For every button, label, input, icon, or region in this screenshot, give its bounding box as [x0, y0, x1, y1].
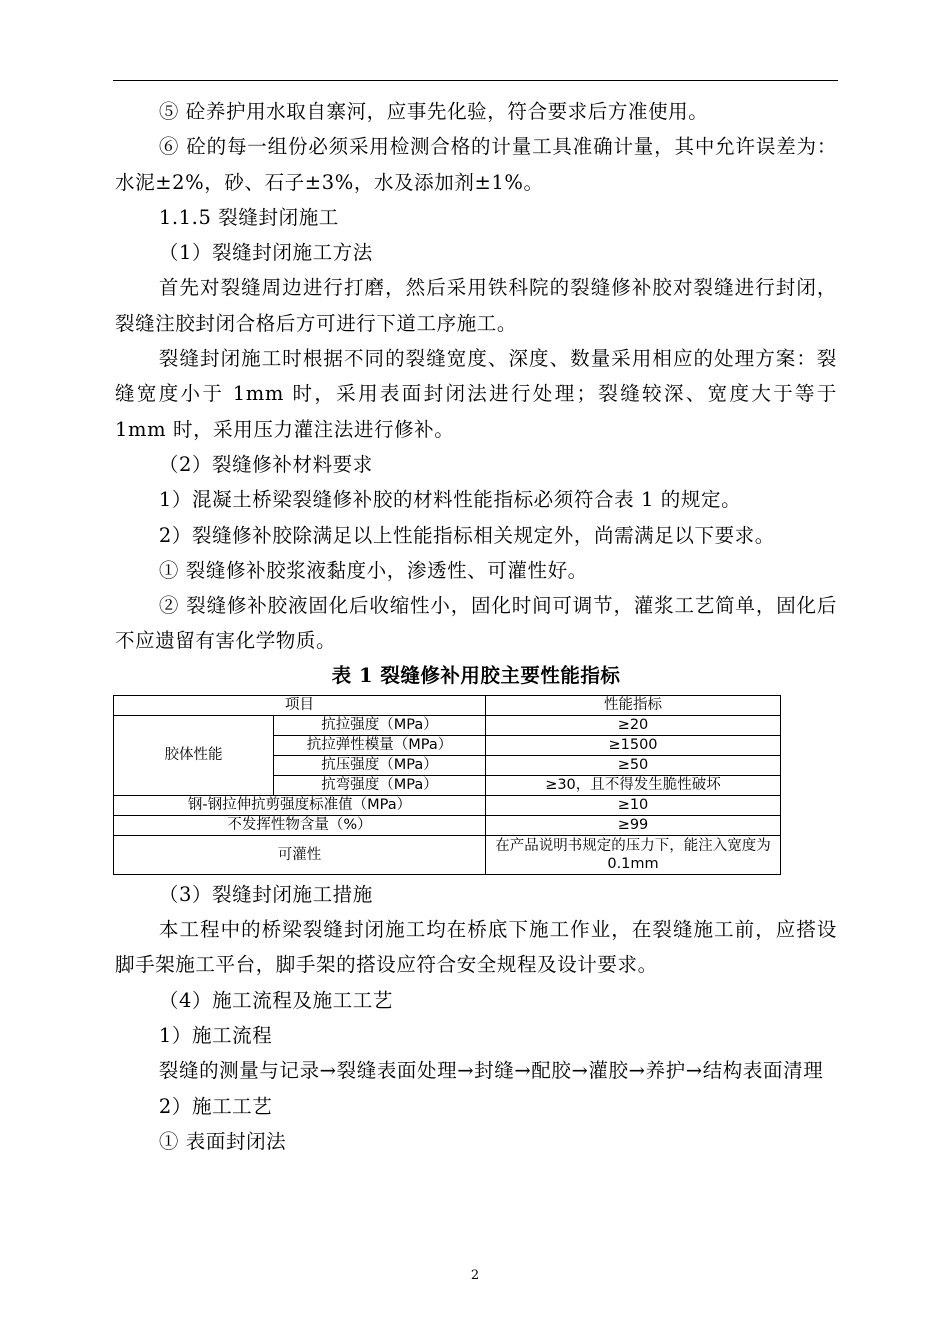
table-row [114, 815, 781, 835]
paragraph-extra-requirements: 2）裂缝修补胶除满足以上性能指标相关规定外，尚需满足以下要求。 [158, 523, 775, 547]
page-number: 2 [470, 1268, 480, 1283]
group-label: 胶体性能 [114, 715, 274, 795]
row-value: ≥99 [486, 815, 781, 835]
paragraph-metering: ⑥ 砼的每一组份必须采用检测合格的计量工具准确计量，其中允许误差为：水泥±2%，砂、石子±3%，水及添加剂±1%。 [115, 135, 837, 194]
row-item: 抗拉弹性模量（MPa） [274, 735, 486, 755]
row-value: 在产品说明书规定的压力下，能注入宽度为 0.1mm [486, 835, 781, 874]
paragraph-viscosity: ① 裂缝修补胶浆液黏度小，渗透性、可灌性好。 [158, 558, 588, 582]
paragraph-shrinkage: ② 裂缝修补胶液固化后收缩性小，固化时间可调节，灌浆工艺简单，固化后不应遗留有害化学物质。 [115, 594, 837, 653]
table-row [114, 835, 781, 874]
subheading-surface-sealing: ① 表面封闭法 [158, 1129, 287, 1153]
section-heading-crack-sealing: 1.1.5 裂缝封闭施工 [158, 205, 339, 229]
subheading-process: （4）施工流程及施工工艺 [158, 988, 393, 1012]
subheading-technique: 2）施工工艺 [158, 1094, 273, 1118]
row-value: ≥20 [486, 715, 781, 735]
paragraph-curing-water: ⑤ 砼养护用水取自寨河，应事先化验，符合要求后方准使用。 [158, 100, 709, 123]
row-item: 可灌性 [114, 835, 486, 874]
subheading-materials: （2）裂缝修补材料要求 [158, 452, 373, 476]
paragraph-scaffolding: 本工程中的桥梁裂缝封闭施工均在桥底下施工作业，在裂缝施工前，应搭设脚手架施工平台，脚手架的搭设应符合安全规程及设计要求。 [115, 918, 837, 977]
row-item: 不发挥性物含量（%） [114, 815, 486, 835]
row-value: ≥30，且不得发生脆性破坏 [486, 775, 781, 795]
row-item: 抗拉强度（MPa） [274, 715, 486, 735]
paragraph-treatment-plan: 裂缝封闭施工时根据不同的裂缝宽度、深度、数量采用相应的处理方案：裂缝宽度小于 1mm 时，采用表面封闭法进行处理；裂缝较深、宽度大于等于 1mm 时，采用压力灌注法进行修补。 [115, 347, 837, 441]
paragraph-method: 首先对裂缝周边进行打磨，然后采用铁科院的裂缝修补胶对裂缝进行封闭，裂缝注胶封闭合格后方可进行下道工序施工。 [115, 276, 837, 335]
subheading-flow: 1）施工流程 [158, 1023, 273, 1047]
paragraph-flow: 裂缝的测量与记录→裂缝表面处理→封缝→配胶→灌胶→养护→结构表面清理 [158, 1059, 824, 1083]
document-body [115, 94, 837, 1159]
row-value: ≥50 [486, 755, 781, 775]
row-value: ≥1500 [486, 735, 781, 755]
row-item: 钢-钢拉伸抗剪强度标准值（MPa） [114, 795, 486, 815]
row-item: 抗压强度（MPa） [274, 755, 486, 775]
paragraph-material-spec: 1）混凝土桥梁裂缝修补胶的材料性能指标必须符合表 1 的规定。 [158, 488, 742, 512]
table-row [114, 715, 781, 735]
table-header-row [114, 695, 781, 715]
header-value: 性能指标 [486, 695, 781, 715]
header-item: 项目 [114, 695, 486, 715]
performance-table [113, 695, 781, 875]
row-item: 抗弯强度（MPa） [274, 775, 486, 795]
row-value: ≥10 [486, 795, 781, 815]
subheading-method: （1）裂缝封闭施工方法 [158, 241, 373, 265]
header-rule [113, 80, 838, 81]
subheading-measures: （3）裂缝封闭施工措施 [158, 882, 373, 906]
table-title: 表 1 裂缝修补用胶主要性能指标 [331, 663, 621, 687]
table-row [114, 795, 781, 815]
